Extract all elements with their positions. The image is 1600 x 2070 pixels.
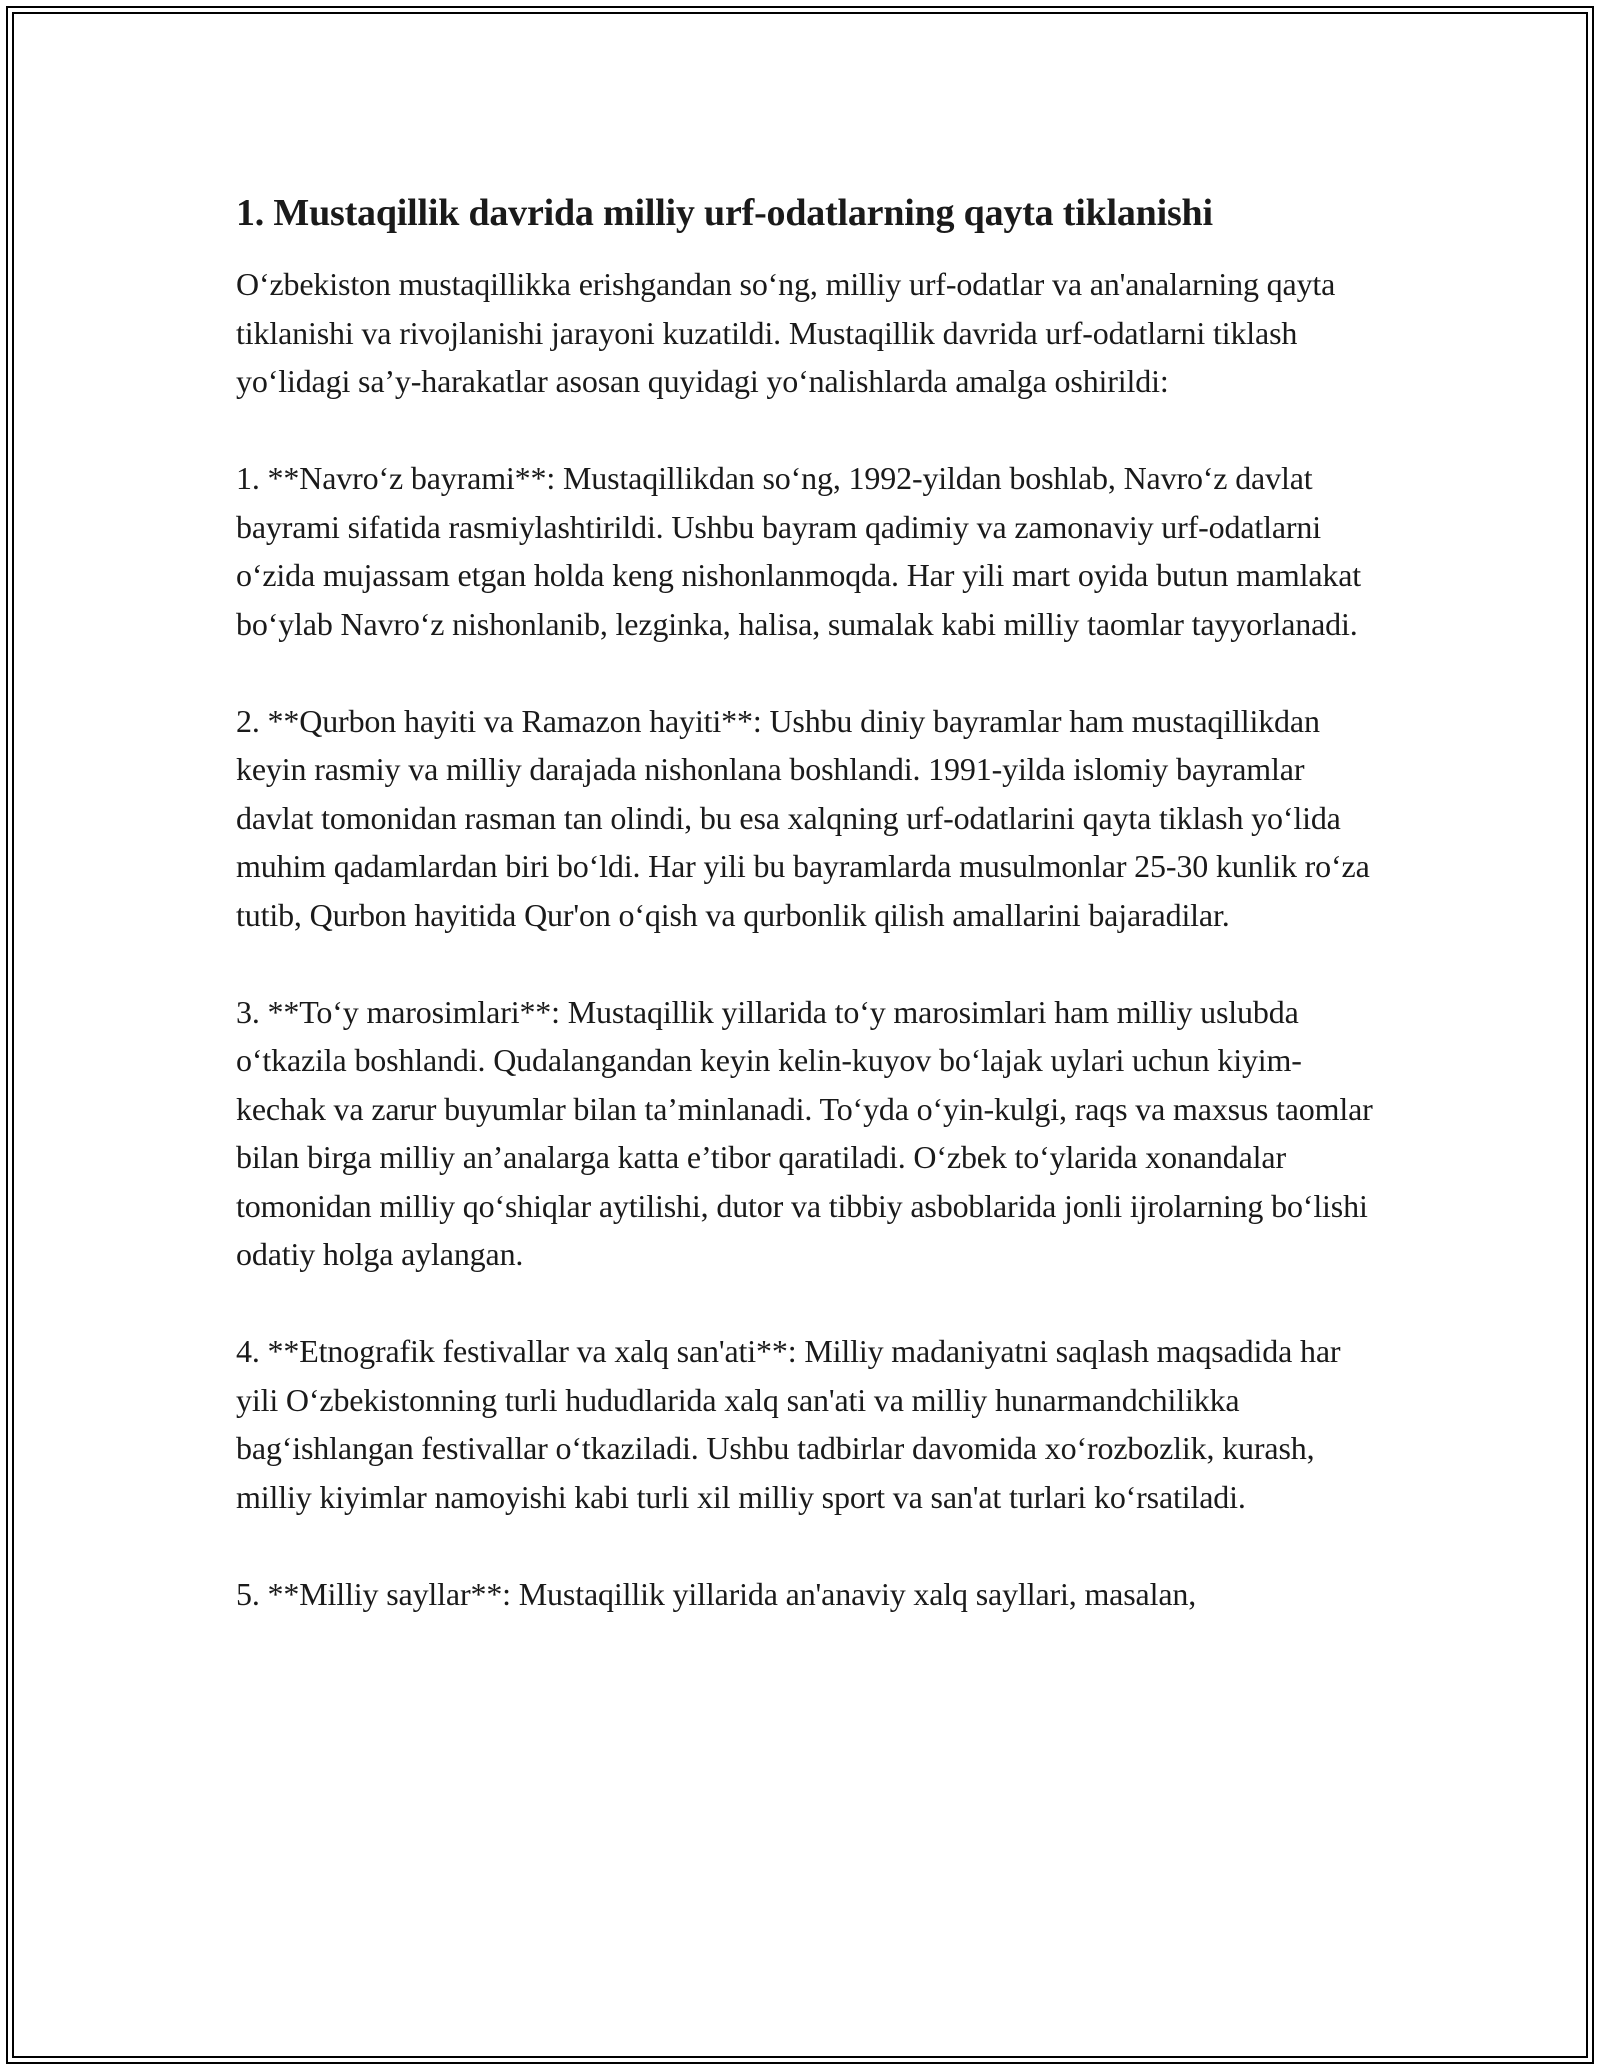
document-body — [236, 186, 1376, 1667]
paragraph-sayllar: 5. **Milliy sayllar**: Mustaqillik yillarida an'anaviy xalq sayllari, masalan, — [236, 1575, 1197, 1612]
paragraph-intro: O‘zbekiston mustaqillikka erishgandan so‘ng, milliy urf-odatlar va an'analarning qayta tiklanishi va rivojlanishi jarayoni kuzatildi. Mustaqillik davrida urf-odatlarni tiklash yo‘lidagi sa’y-harakatlar asosan quyidagi yo‘nalishlarda amalga oshirildi: — [236, 266, 1336, 399]
paragraph-toy: 3. **To‘y marosimlari**: Mustaqillik yillarida to‘y marosimlari ham milliy uslubda o‘tkazila boshlandi. Qudalangandan keyin kelin-kuyov bo‘lajak uylari uchun kiyim-kechak va zarur buyumlar bilan ta’minlanadi. To‘yda o‘yin-kulgi, raqs va maxsus taomlar bilan birga milliy an’analarga katta e’tibor qaratiladi. O‘zbek to‘ylarida xonandalar tomonidan milliy qo‘shiqlar aytilishi, dutor va tibbiy asboblarida jonli ijrolarning bo‘lishi odatiy holga aylangan. — [236, 993, 1373, 1272]
paragraph-festivals: 4. **Etnografik festivallar va xalq san'ati**: Milliy madaniyatni saqlash maqsadida har yili O‘zbekistonning turli hududlarida xalq san'ati va milliy hunarmandchilikka bag‘ishlangan festivallar o‘tkaziladi. Ushbu tadbirlar davomida xo‘rozbozlik, kurash, milliy kiyimlar namoyishi kabi turli xil milliy sport va san'at turlari ko‘rsatiladi. — [236, 1333, 1341, 1515]
paragraph-hayit: 2. **Qurbon hayiti va Ramazon hayiti**: Ushbu diniy bayramlar ham mustaqillikdan keyin rasmiy va milliy darajada nishonlana boshlandi. 1991-yilda islomiy bayramlar davlat tomonidan rasman tan olindi, bu esa xalqning urf-odatlarini qayta tiklash yo‘lida muhim qadamlardan biri bo‘ldi. Har yili bu bayramlarda musulmonlar 25-30 kunlik ro‘za tutib, Qurbon hayitida Qur'on o‘qish va qurbonlik qilish amallarini bajaradilar. — [236, 702, 1370, 933]
document-title: 1. Mustaqillik davrida milliy urf-odatlarning qayta tiklanishi — [236, 192, 1213, 234]
paragraph-navruz: 1. **Navro‘z bayrami**: Mustaqillikdan so‘ng, 1992-yildan boshlab, Navro‘z davlat bayrami sifatida rasmiylashtirildi. Ushbu bayram qadimiy va zamonaviy urf-odatlarni o‘zida mujassam etgan holda keng nishonlanmoqda. Har yili mart oyida butun mamlakat bo‘ylab Navro‘z nishonlanib, lezginka, halisa, sumalak kabi milliy taomlar tayyorlanadi. — [236, 460, 1362, 642]
